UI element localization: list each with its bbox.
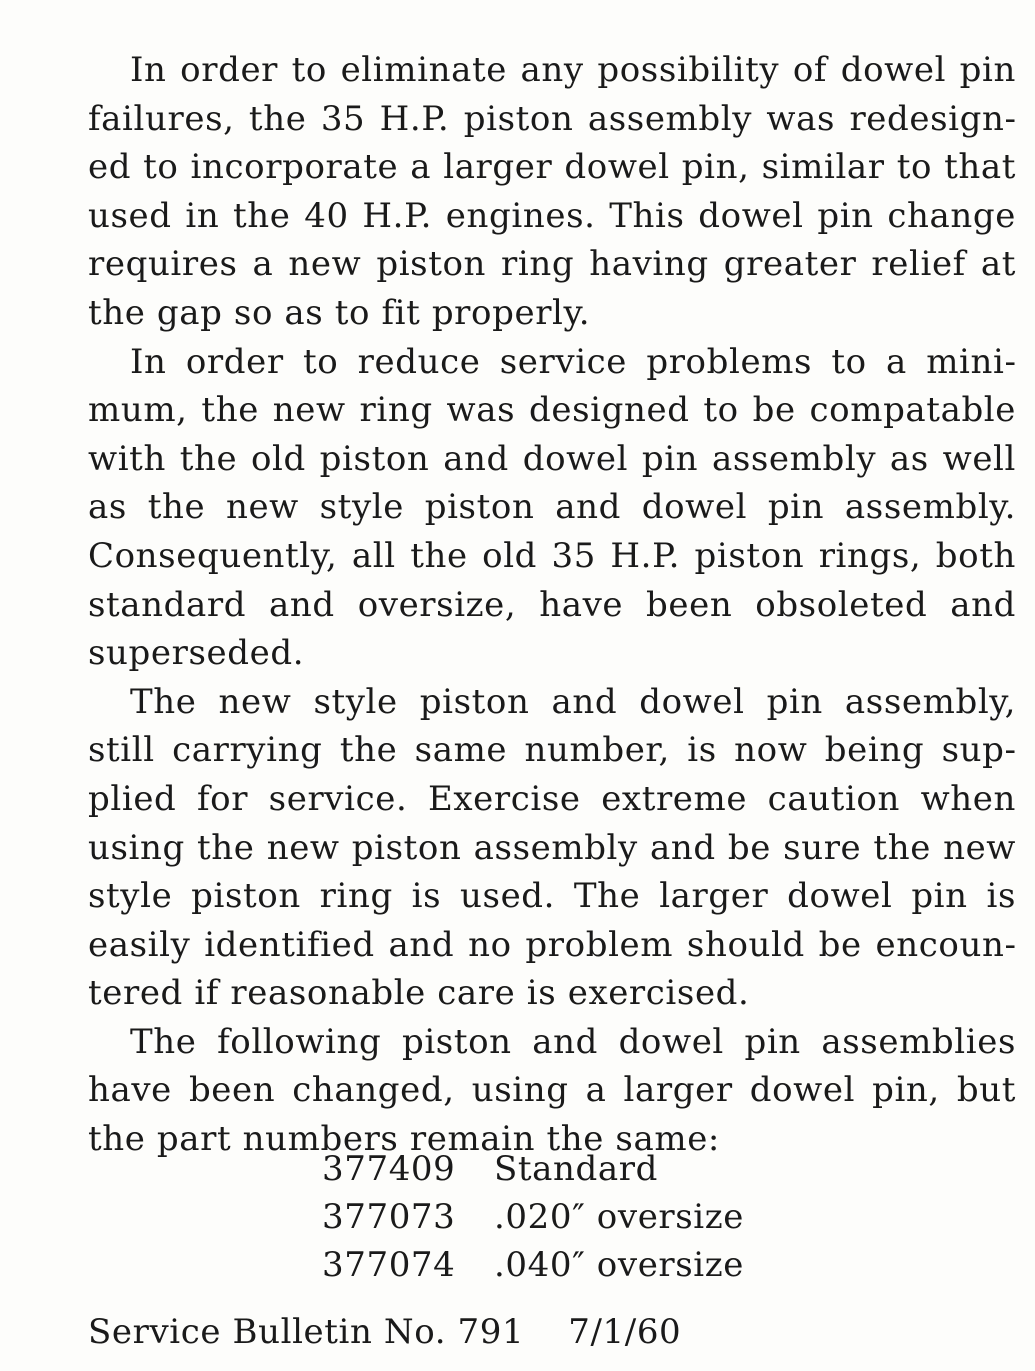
bulletin-date: 7/1/60 <box>568 1312 682 1352</box>
bulletin-body <box>88 46 1016 1164</box>
part-row <box>322 1193 744 1241</box>
parts-list <box>322 1145 744 1289</box>
part-description: Standard <box>494 1149 658 1189</box>
bulletin-footer <box>88 1308 681 1356</box>
part-row <box>322 1241 744 1289</box>
paragraph-ring-compatibility: In order to reduce service problems to a minimum, the new ring was designed to be compatable with the old piston and dowel pin assembly as well as the new style piston and dowel pin assembly. Consequently, all the old 35 H.P. piston rings, both standard and oversize, have been obsoleted and superseded. <box>88 341 1016 674</box>
part-description: .020″ oversize <box>494 1197 745 1237</box>
bulletin-number: Service Bulletin No. 791 <box>88 1312 525 1352</box>
part-number: 377073 <box>322 1197 456 1237</box>
paragraph-assemblies-changed: The following piston and dowel pin assemblies have been changed, using a larger dowel pin, but the part numbers remain the same: <box>88 1021 1016 1160</box>
paragraph-caution: The new style piston and dowel pin assembly, still carrying the same number, is now being supplied for service. Exercise extreme caution when using the new piston assembly and be sure the new style piston ring is used. The larger dowel pin is easily identified and no problem should be encountered if reasonable care is exercised. <box>88 681 1016 1014</box>
part-number: 377074 <box>322 1245 456 1285</box>
paragraph-dowel-pin-redesign: In order to eliminate any possibility of dowel pin failures, the 35 H.P. piston assembly was redesigned to incorporate a larger dowel pin, similar to that used in the 40 H.P. engines. This dowel pin change requires a new piston ring having greater relief at the gap so as to fit properly. <box>88 50 1016 333</box>
part-description: .040″ oversize <box>494 1245 745 1285</box>
part-row <box>322 1145 744 1193</box>
part-number: 377409 <box>322 1149 456 1189</box>
